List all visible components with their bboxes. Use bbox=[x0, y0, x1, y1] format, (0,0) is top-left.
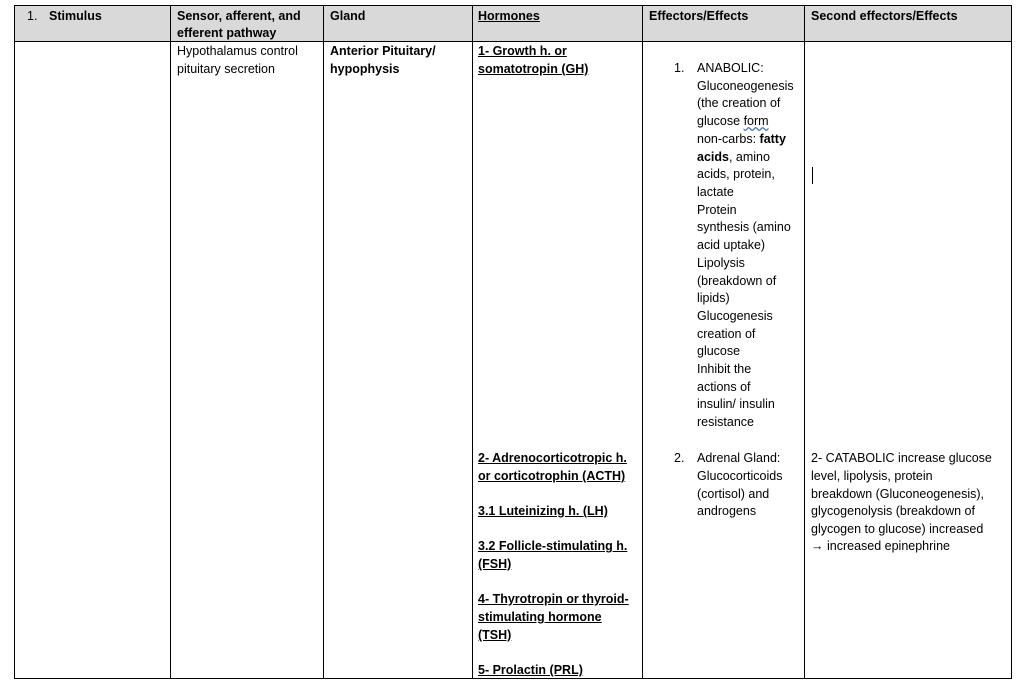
effects1-line: actions of bbox=[697, 380, 751, 394]
header-second-effectors: Second effectors/Effects bbox=[811, 9, 958, 23]
effects1-line: Glucogenesis bbox=[697, 309, 773, 323]
hormone-tsh-line2: stimulating hormone bbox=[478, 610, 602, 624]
effects1-line: Protein bbox=[697, 203, 737, 217]
effects1-line: ANABOLIC: bbox=[697, 61, 764, 75]
column-divider bbox=[472, 5, 473, 679]
column-divider bbox=[642, 5, 643, 679]
effects1-line: Gluconeogenesis bbox=[697, 79, 794, 93]
header-bottom-border bbox=[14, 41, 1012, 42]
effects1-line: glucose form bbox=[697, 114, 769, 128]
hormone-prl: 5- Prolactin (PRL) bbox=[478, 663, 583, 677]
effects1-line: Inhibit the bbox=[697, 362, 752, 376]
header-effectors: Effectors/Effects bbox=[649, 9, 749, 23]
sensor-text-line2: pituitary secretion bbox=[177, 62, 275, 76]
hormone-gh-line1: 1- Growth h. or bbox=[478, 44, 567, 58]
header-sensor-line1: Sensor, afferent, and bbox=[177, 9, 301, 23]
effects2-line: Glucocorticoids bbox=[697, 469, 783, 483]
sensor-text-line1: Hypothalamus control bbox=[177, 44, 298, 58]
second-effects-line: glycogen to glucose) increased bbox=[811, 522, 984, 536]
effects1-line: Lipolysis bbox=[697, 256, 745, 270]
hormone-tsh-line3: (TSH) bbox=[478, 628, 512, 642]
effects2-line: Adrenal Gland: bbox=[697, 451, 781, 465]
table-top-border bbox=[14, 5, 1012, 6]
effects1-line: (breakdown of bbox=[697, 274, 777, 288]
header-stimulus: Stimulus bbox=[49, 9, 102, 23]
hormone-acth-line2: or corticotrophin (ACTH) bbox=[478, 469, 626, 483]
second-effects-line: level, lipolysis, protein bbox=[811, 469, 933, 483]
header-hormones: Hormones bbox=[478, 9, 540, 23]
header-sensor-line2: efferent pathway bbox=[177, 26, 277, 40]
effects1-line: lactate bbox=[697, 185, 734, 199]
hormone-tsh-line1: 4- Thyrotropin or thyroid- bbox=[478, 592, 629, 606]
hormone-fsh-line2: (FSH) bbox=[478, 557, 512, 571]
table-right-border bbox=[1011, 5, 1012, 679]
second-effects-line: glycogenolysis (breakdown of bbox=[811, 504, 975, 518]
table-left-border bbox=[14, 5, 15, 679]
effects1-line: (the creation of bbox=[697, 96, 781, 110]
stimulus-number: 1. bbox=[27, 9, 38, 23]
effects1-line: insulin/ insulin bbox=[697, 397, 775, 411]
effects-item1-number: 1. bbox=[674, 61, 685, 75]
effects1-line: lipids) bbox=[697, 291, 730, 305]
effects1-line: resistance bbox=[697, 415, 754, 429]
hormone-gh-line2: somatotropin (GH) bbox=[478, 62, 589, 76]
hormone-acth-line1: 2- Adrenocorticotropic h. bbox=[478, 451, 627, 465]
hormone-fsh-line1: 3.2 Follicle-stimulating h. bbox=[478, 539, 628, 553]
gland-text-line1: Anterior Pituitary/ bbox=[330, 44, 436, 58]
hormone-lh: 3.1 Luteinizing h. (LH) bbox=[478, 504, 608, 518]
effects2-line: androgens bbox=[697, 504, 757, 518]
header-gland: Gland bbox=[330, 9, 366, 23]
column-divider bbox=[170, 5, 171, 679]
spellcheck-word: form bbox=[743, 114, 769, 128]
effects1-line: acids, protein, bbox=[697, 167, 775, 181]
effects1-line: non-carbs: fatty bbox=[697, 132, 786, 146]
column-divider bbox=[323, 5, 324, 679]
effects-item2-number: 2. bbox=[674, 451, 685, 465]
text-cursor bbox=[812, 167, 813, 184]
effects1-line: glucose bbox=[697, 344, 741, 358]
effects1-line: acids, amino bbox=[697, 150, 770, 164]
second-effects-line: breakdown (Gluconeogenesis), bbox=[811, 487, 985, 501]
effects1-line: creation of bbox=[697, 327, 756, 341]
effects1-line: acid uptake) bbox=[697, 238, 766, 252]
effects1-line: synthesis (amino bbox=[697, 220, 791, 234]
column-divider bbox=[804, 5, 805, 679]
second-effects-line: → increased epinephrine bbox=[811, 539, 950, 553]
gland-text-line2: hypophysis bbox=[330, 62, 400, 76]
effects2-line: (cortisol) and bbox=[697, 487, 770, 501]
second-effects-line: 2- CATABOLIC increase glucose bbox=[811, 451, 992, 465]
